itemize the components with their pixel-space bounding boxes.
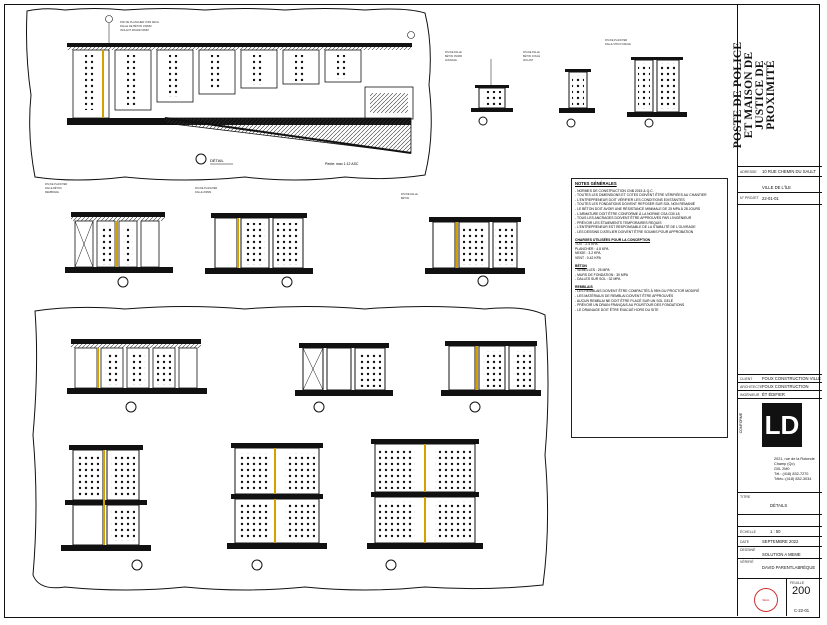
- checked-row: [738, 559, 822, 579]
- firm-address-line: Téléc.:(418) 832-3034: [774, 477, 812, 481]
- drawing-sheet: [4, 4, 820, 618]
- address-label: ADRESSE: [740, 170, 757, 174]
- firm-address-line: Champ (Qc): [774, 462, 795, 466]
- detail-ramp-section: [67, 16, 415, 167]
- detail-small-2: [523, 51, 595, 127]
- svg-text:FINI DE PLANCHER: FINI DE PLANCHER: [195, 187, 218, 190]
- firm-address-line: 2021, rue de la Rotonde: [774, 457, 815, 461]
- backfill-heading: REMBLAIS: [575, 284, 593, 289]
- notes-line: - L'ENTREPRENEUR DOIT VÉRIFIER LES CONDITIONS EXISTANTES: [575, 197, 685, 202]
- scale-row: [738, 527, 822, 537]
- concrete-line: - SEMELLES : 25 MPA: [575, 268, 610, 273]
- svg-text:DALLE STRUCTURALE: DALLE STRUCTURALE: [605, 43, 631, 46]
- backfill-line: - LES REMBLAIS DOIVENT ÊTRE COMPACTÉS À 95% DU PROCTOR MODIFIÉ: [575, 289, 700, 294]
- concrete-heading: BÉTON: [575, 263, 587, 268]
- concrete-line: - DALLES SUR SOL : 32 MPA: [575, 277, 621, 282]
- detail-middle-3: [401, 193, 525, 286]
- engineer-value: ÉT ÉDIFIER: [762, 392, 785, 397]
- loads-row: NEIGE : 3.2 KPA: [575, 251, 601, 256]
- notes-line: - LE BÉTON DOIT AVOIR UNE RÉSISTANCE MINIMALE DE 25 MPA À 28 JOURS: [575, 206, 701, 211]
- svg-text:BÉTON 150MM: BÉTON 150MM: [445, 55, 462, 58]
- date-value: SEPTEMBRE 2022: [762, 539, 799, 544]
- svg-text:BÉTON: BÉTON: [401, 197, 410, 200]
- notes-line: - LES DESSINS D'ATELIER DOIVENT ÊTRE SOUMIS POUR APPROBATION: [575, 229, 694, 234]
- sheet-number: 200: [792, 585, 811, 597]
- detail-small-3: [605, 39, 687, 127]
- checked-by: DAVID PARENTLABRÈQUE: [762, 565, 816, 570]
- svg-text:ISOLANT RIGIDE 50MM: ISOLANT RIGIDE 50MM: [120, 29, 149, 32]
- drawn-by: SOLUTION A MEME: [762, 552, 801, 557]
- svg-text:ANCRAGE: ANCRAGE: [445, 59, 457, 62]
- svg-text:FINI DE PLANCHER: FINI DE PLANCHER: [605, 39, 628, 42]
- city-value: VILLE DE L'ÎLE: [762, 185, 791, 190]
- title-line: POSTE DE POLICE: [732, 41, 744, 149]
- architect-value: FOUX CONSTRUCTION: [762, 384, 809, 389]
- divider: [786, 579, 787, 616]
- drawing-title: DÉTAILS: [770, 503, 788, 508]
- engineer-row: [738, 391, 822, 399]
- project-no-row: [738, 193, 822, 205]
- detail-bottom-1: [67, 339, 207, 412]
- loads-heading: CHARGES UTILISÉES POUR LA CONCEPTION: [575, 237, 651, 242]
- scale-label: ÉCHELLE: [740, 530, 756, 534]
- backfill-line: - PRÉVOIR UN DRAIN FRANÇAIS AU POURTOUR DES FONDATIONS: [575, 303, 685, 308]
- notes-line: - TOUTES LES FONDATIONS DOIVENT REPOSER SUR SOL NON REMANIÉ: [575, 202, 696, 207]
- address-value: 10 RUE CHEMIN DU SAULT: [762, 169, 816, 174]
- firm-address-line: G0L 2M0: [774, 467, 790, 471]
- drawing-title-row: [738, 493, 822, 515]
- client-row: [738, 375, 822, 383]
- drawn-row: [738, 547, 822, 559]
- detail-middle-1: [45, 183, 173, 287]
- detail-bottom-3: [441, 341, 541, 412]
- title-block: [732, 5, 822, 616]
- notes-line: - PRÉVOIR LES ÉTAIEMENTS TEMPORAIRES REQUIS: [575, 220, 662, 225]
- blank-area: [738, 205, 822, 375]
- notes-heading: NOTES GÉNÉRALES: [575, 181, 617, 186]
- notes-line: - NORMES DE CONSTRUCTION CNB 2015 & Q.C.: [575, 188, 654, 193]
- svg-text:FINI DE PLANCHER VOIR ARCH: FINI DE PLANCHER VOIR ARCH: [120, 21, 160, 24]
- drawn-label: DESSINÉ: [740, 548, 756, 552]
- project-no: 22-01-01: [762, 196, 779, 201]
- notes-line: - TOUTES LES DIMENSIONS ET COTES DOIVENT ÊTRE VÉRIFIÉES AU CHANTIER: [575, 193, 707, 198]
- concrete-line: - MURS DE FONDATION : 30 MPA: [575, 272, 628, 277]
- project-no-label: N° PROJET: [740, 196, 759, 200]
- section-tag-1: DÉTAIL: [210, 158, 224, 163]
- svg-text:ISOLANT: ISOLANT: [523, 59, 534, 62]
- backfill-line: - LES MATÉRIAUX DE REMBLAI DOIVENT ÊTRE APPROUVÉS: [575, 294, 674, 299]
- detail-bottom-4: [61, 445, 151, 570]
- date-label: DATE: [740, 540, 750, 544]
- firm-address-line: Tél.: (418) 832-7270: [774, 472, 809, 476]
- revision: C-22-01: [794, 608, 810, 613]
- svg-text:DALLE DE BÉTON 150MM: DALLE DE BÉTON 150MM: [120, 25, 152, 28]
- architect-label: ARCHITECTE: [740, 385, 763, 389]
- svg-text:FINI DE DALLE: FINI DE DALLE: [401, 193, 418, 196]
- ramp-note: Pente: max 1:12 ASC: [325, 162, 359, 166]
- notes-line: - L'ARMATURE DOIT ÊTRE CONFORME À LA NORME CSA G30.18: [575, 211, 680, 216]
- detail-bottom-6: [367, 439, 483, 570]
- title-line: JUSTICE DE: [754, 60, 766, 130]
- svg-text:FINI DE DALLE: FINI DE DALLE: [523, 51, 540, 54]
- address-row: [738, 167, 822, 177]
- backfill-line: - LE DRAINAGE DOIT ÊTRE ÉVACUÉ HORS DU SITE: [575, 307, 659, 312]
- loads-row: VENT : 0.42 KPA: [575, 255, 601, 260]
- notes-line: - TOUS LES ANCRAGES DOIVENT ÊTRE APPROUVÉS PAR L'INGÉNIEUR: [575, 216, 692, 221]
- engineer-seal: SEAL: [754, 588, 778, 612]
- title-line: PROXIMITÉ: [765, 60, 777, 130]
- title-line: ET MAISON DE: [743, 51, 755, 139]
- svg-text:FINI DE PLANCHER: FINI DE PLANCHER: [45, 183, 68, 186]
- svg-text:MEMBRANE: MEMBRANE: [45, 191, 59, 194]
- svg-text:DALLE BÉTON: DALLE BÉTON: [45, 187, 62, 190]
- loads-row: TOIT : 2.4 KPA: [575, 242, 598, 247]
- loads-row: PLANCHER : 4.8 KPA: [575, 246, 609, 251]
- backfill-line: - AUCUN REMBLAI NE DOIT ÊTRE PLACÉ SUR UN SOL GELÉ: [575, 298, 673, 303]
- sheet-label: FEUILLE: [790, 581, 805, 585]
- checked-label: VÉRIFIÉ: [740, 560, 754, 564]
- svg-text:BÉTON COULÉ: BÉTON COULÉ: [523, 55, 541, 58]
- svg-text:FINI DE DALLE: FINI DE DALLE: [445, 51, 462, 54]
- city-row: [738, 177, 822, 193]
- firm-side-text: CONFORME: [739, 412, 743, 434]
- blank-row: [738, 515, 822, 527]
- notes-line: - L'ENTREPRENEUR EST RESPONSABLE DE LA STABILITÉ DE L'OUVRAGE: [575, 225, 696, 230]
- detail-small-1: [445, 51, 513, 125]
- detail-middle-2: [195, 187, 313, 287]
- drawing-title-label: TITRE: [740, 495, 751, 499]
- general-notes: [571, 178, 728, 438]
- scale-value: 1 : 50: [770, 529, 781, 534]
- firm-side-label: [734, 403, 748, 447]
- client-label: CLIENT: [740, 377, 753, 381]
- client-value: FOUX CONSTRUCTION VILLE: [762, 376, 822, 381]
- engineer-label: INGÉNIEUR: [740, 393, 760, 397]
- firm-address: [774, 457, 815, 482]
- detail-bottom-5: [227, 443, 327, 570]
- drawing-area: [5, 5, 733, 616]
- title-row: [738, 5, 822, 167]
- architect-row: [738, 383, 822, 391]
- svg-text:DALLE 200MM: DALLE 200MM: [195, 191, 212, 194]
- detail-bottom-2: [295, 343, 393, 412]
- date-row: [738, 537, 822, 547]
- firm-logo: LD: [762, 403, 802, 447]
